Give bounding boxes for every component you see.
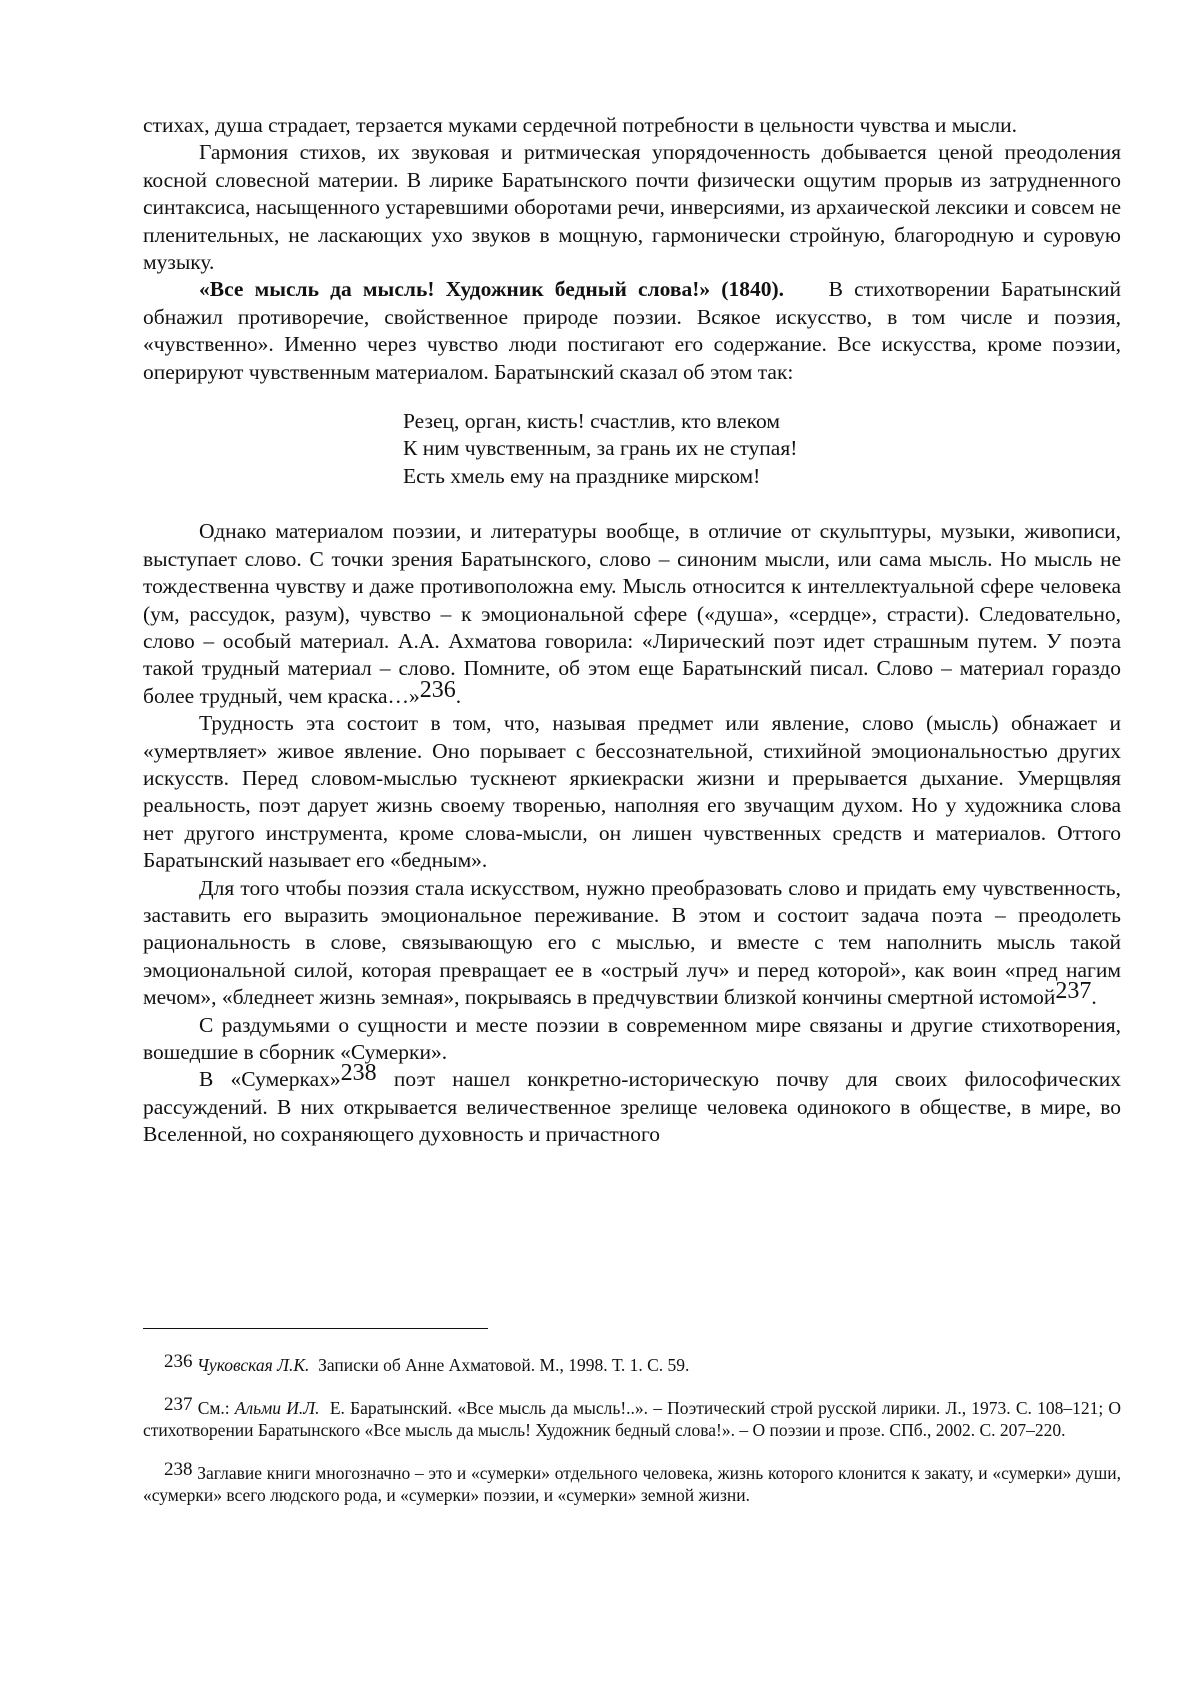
paragraph-4-text: Однако материалом поэзии, и литературы вообще, в отличие от скульптуры, музыки, живописи, выступает слово. С точки зрения Баратынского, слово – синоним мысли, или сама мысль. Но мысль не тождественна чувству и даже противоположна ему. Мысль относится к интеллектуальной сфере человека (ум, рассудок, разум), чувство – к эмоциональной сфере («душа», «сердце», страсти). Следовательно, слово – особый материал. А.А. Ахматова говорила: «Лирический поэт идет страшным путем. У поэта такой трудный материал – слово. Помните, об этом еще Баратынский писал. Слово – материал гораздо более трудный, чем краска…» (143, 519, 1121, 708)
footnote-author: Чуковская Л.К. (196, 1355, 310, 1375)
paragraph-6-end: . (1091, 985, 1097, 1010)
paragraph-4-end: . (455, 683, 462, 708)
paragraph-8-start: В «Сумерках» (199, 1067, 341, 1092)
paragraph-3 (143, 276, 1121, 386)
footnote-ref-236[interactable]: 236 (419, 676, 456, 703)
paragraph-8-text: поэт нашел конкретно-историческую почву для своих философических рассуждений. В них открывается величественное зрелище человека одинокого в обществе, в мире, во Вселенной, но сохраняющего духовность и причастного (143, 1067, 1121, 1147)
main-text (143, 112, 1121, 1149)
footnote-237 (143, 1393, 1122, 1442)
footnote-236 (143, 1351, 1121, 1377)
footnote-ref-237[interactable]: 237 (1055, 978, 1092, 1005)
paragraph-8 (143, 1060, 1121, 1148)
paragraph-5: Трудность эта состоит в том, что, называя предмет или явление, слово (мысль) обнажает и «умертвляет» живое явление. Оно порывает с бессознательной, стихийной эмоциональностью других искусств. Перед словом-мыслью тускнеют яркиекраски жизни и прерывается дыхание. Умерщвляя реальность, поэт дарует жизнь своему творенью, наполняя его звучащим духом. Но у художника слова нет другого инструмента, кроме слова-мысли, он лишен чувственных средств и материалов. Оттого Баратынский называет его «бедным». (143, 711, 1121, 873)
paragraph-4 (143, 518, 1121, 710)
footnote-author: Альми И.Л. (234, 1397, 320, 1418)
footnote-ref-238[interactable]: 238 (340, 1060, 377, 1087)
footnote-text: Записки об Анне Ахматовой. М., 1998. Т. 1. С. 59. (318, 1355, 690, 1375)
footnote-238 (143, 1458, 1122, 1507)
paragraph-6-text: Для того чтобы поэзия стала искусством, нужно преобразовать слово и придать ему чувственность, заставить его выразить эмоциональное переживание. В этом и состоит задача поэта – преодолеть рациональность в слове, связывающую его с мыслью, и вместе с тем наполнить мысль такой эмоциональной силой, которая превращает ее в «острый луч» и перед которой», как воин «пред нагим мечом», «бледнеет жизнь земная», покрываясь в предчувствии близкой кончины смертной истомой (143, 875, 1121, 1010)
footnote-number: 237 (164, 1393, 193, 1415)
paragraph-6 (143, 875, 1121, 1012)
paragraph-7: С раздумьями о сущности и месте поэзии в современном мире связаны и другие стихотворения, вошедшие в сборник «Сумерки». (143, 1012, 1121, 1064)
poem-title-heading: «Все мысль да мысль! Художник бедный слова!» (1840). (199, 277, 784, 302)
paragraph-1: стихах, душа страдает, терзается муками сердечной потребности в цельности чувства и мысли. (143, 113, 1017, 137)
paragraph-2: Гармония стихов, их звуковая и ритмическая упорядоченность добывается ценой преодоления косной словесной материи. В лирике Баратынского почти физически ощутим прорыв из затрудненного синтаксиса, насыщенного устаревшими оборотами речи, инверсиями, из архаической лексики и совсем не пленительных, не ласкающих ухо звуков в мощную, гармонически стройную, благородную и суровую музыку. (143, 140, 1121, 275)
footnote-separator (143, 1328, 488, 1329)
poem-line: К ним чувственным, за грань их не ступая! (403, 436, 798, 461)
footnote-text: Е. Баратынский. «Все мысль да мысль!..». – Поэтический строй русской лирики. Л., 1973. С. 108–121; О стихотворении Баратынского «Все мысль да мысль! Художник бедный слова!». – О поэзии и прозе. СПб., 2002. С. 207–220. (143, 1397, 1122, 1440)
footnote-text: Заглавие книги многозначно – это и «сумерки» отдельного человека, жизнь которого клонится к закату, и «сумерки» души, «сумерки» всего людского рода, и «сумерки» поэзии, и «сумерки» земной жизни. (143, 1462, 1122, 1505)
footnote-number: 236 (164, 1351, 193, 1372)
poem-quote (143, 408, 1121, 490)
footnote-prefix: См.: (197, 1397, 230, 1418)
footnotes (143, 1351, 1122, 1527)
poem-line: Есть хмель ему на празднике мирском! (403, 463, 761, 488)
paragraph-3-text: В стихотворении Баратынский обнажил противоречие, свойственное природе поэзии. Всякое искусство, в том числе и поэзия, «чувственно». Именно через чувство люди постигают его содержание. Все искусства, кроме поэзии, оперируют чувственным материалом. Баратынский сказал об этом так: (143, 277, 1122, 384)
footnote-number: 238 (164, 1458, 193, 1480)
poem-line: Резец, орган, кисть! счастлив, кто влеком (403, 409, 780, 434)
